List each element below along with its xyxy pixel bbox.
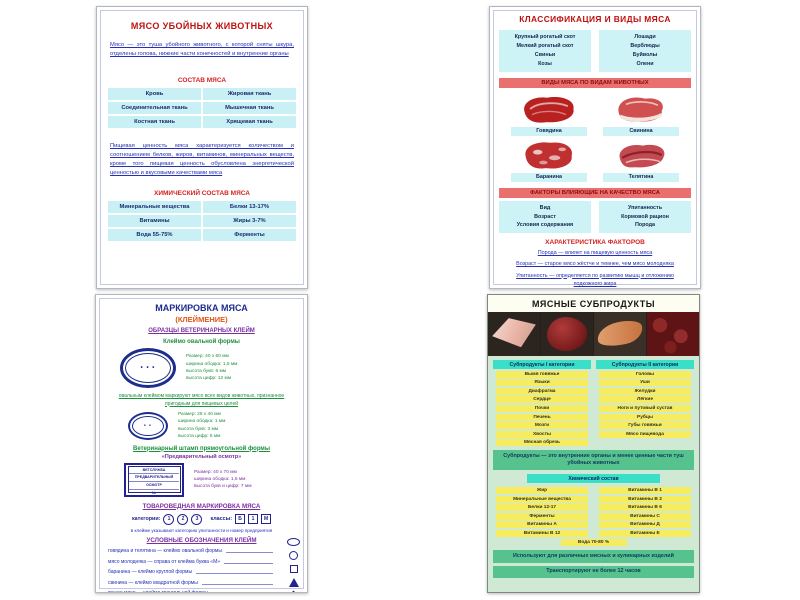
- legend-item: [108, 590, 273, 593]
- byproducts-definition-banner: Субпродукты — это внутренние органы и менее ценные части туш убойных животных: [493, 450, 694, 470]
- chem-item: Витамины Е: [599, 530, 691, 537]
- category-circle-stamp: 3: [191, 514, 202, 525]
- meat-kind-label: Телятина: [603, 173, 679, 182]
- nutritional-value-text: Пищевая ценность мяса характеризуется количеством и соотношением белков, жиров, витаминов, минеральных веществ, кроме того пищевая ценность обусловлена энергетической ценностью и вкусовыми качествами мяса: [110, 142, 294, 176]
- stamp-text-line: ВЕТСЛУЖБА: [129, 467, 179, 475]
- spec-line: высота букв и цифр: 7 мм: [194, 484, 252, 490]
- stamp-samples-heading: ОБРАЗЦЫ ВЕТЕРИНАРНЫХ КЛЕЙМ: [148, 328, 255, 334]
- category1-item: Мясная обрезь: [496, 439, 588, 446]
- square-stamp-icon: [290, 565, 298, 573]
- factor-definition: Порода — влияет на пищевую ценность мяса: [537, 250, 653, 257]
- legend-item: говядина и телятина — клеймо овальной формы: [108, 548, 273, 554]
- class-square-stamp: М: [261, 514, 271, 524]
- categories-label: категории:: [131, 516, 161, 523]
- legend-item: свинина — клеймо квадратной формы: [108, 580, 273, 586]
- spec-line: ширина ободка: 1,5 мм: [194, 476, 246, 482]
- animal-group-item: Крупный рогатый скот: [514, 34, 576, 40]
- category2-column: [596, 360, 694, 446]
- chem-item: Жир: [496, 487, 588, 494]
- category2-item: Головы: [599, 371, 691, 378]
- factor-item: Кормовой рацион: [621, 213, 669, 220]
- trade-marks-row: [106, 514, 297, 525]
- animal-group-item: Верблюды: [630, 42, 660, 49]
- spec-line: Размер: 25 х 40 мм: [178, 412, 221, 417]
- chemical-composition-heading: Химический состав: [527, 474, 660, 483]
- meat-kind-label: Свинина: [603, 127, 679, 136]
- composition-cell: Хрящевая ткань: [203, 116, 296, 128]
- meat-kind-mutton: [511, 139, 587, 182]
- poster3-title: МАРКИРОВКА МЯСА: [155, 303, 248, 313]
- rect-stamp-specs: [194, 469, 252, 491]
- byproduct-photo-tongue: [594, 312, 646, 356]
- chemical-cell: Вода 55-75%: [108, 229, 201, 241]
- meat-kind-beef: [511, 93, 587, 136]
- chemical-cell: Белки 13-17%: [203, 201, 296, 213]
- factor-item: Упитанность: [627, 204, 663, 211]
- mutton-image: [517, 139, 581, 171]
- chem-item: Витамины А: [496, 521, 588, 528]
- spec-line: ширина ободка: 1 мм: [178, 419, 226, 425]
- chem-column-1: [493, 485, 591, 537]
- poster-meat-of-slaughter-animals: [96, 6, 308, 289]
- meat-kind-label: Говядина: [511, 127, 587, 136]
- meat-kind-label: Баранина: [511, 173, 587, 182]
- poster2-title: КЛАССИФИКАЦИЯ И ВИДЫ МЯСА: [519, 14, 671, 24]
- chem-column-2: [596, 485, 694, 537]
- animal-group-item: Лошади: [634, 34, 656, 40]
- spec-line: высота цифр: 6 мм: [178, 434, 221, 440]
- triangle-stamp-icon: [289, 578, 299, 587]
- chem-item: Витамины В 12: [496, 530, 588, 537]
- chem-item: Витамины В 6: [599, 504, 691, 511]
- composition-cell: Кровь: [108, 88, 201, 100]
- factor-definition: Возраст — старое мясо жёстче и темнее, чем мясо молодняка: [516, 261, 674, 268]
- composition-heading: СОСТАВ МЯСА: [177, 76, 227, 84]
- meat-kinds-banner: ВИДЫ МЯСА ПО ВИДАМ ЖИВОТНЫХ: [499, 78, 691, 88]
- stamp-text-line: ПРЕДВАРИТЕЛЬНЫЙ: [129, 474, 179, 482]
- classes-label: классы:: [210, 516, 233, 523]
- diamond-stamp-icon: [289, 590, 299, 593]
- category2-item: Уши: [599, 379, 691, 386]
- factor-item: Вид: [539, 204, 551, 211]
- animal-group-box-2: [599, 30, 691, 72]
- category2-item: Мясо пищевода: [599, 431, 691, 438]
- oval-stamp-numbers: • •: [144, 422, 152, 429]
- trade-marking-heading: ТОВАРОВЕДНАЯ МАРКИРОВКА МЯСА: [142, 502, 261, 510]
- rect-stamp-heading: Ветеринарный штамп прямоугольной формы: [132, 445, 270, 452]
- stamp-text-line: ОСМОТР: [129, 482, 179, 490]
- category1-item: Мозги: [496, 422, 588, 429]
- chem-item: Витамины В 2: [599, 496, 691, 503]
- animal-group-item: Олени: [636, 60, 654, 67]
- poster3-subtitle: (КЛЕЙМЕНИЕ): [175, 315, 228, 324]
- category2-item: Лёгкие: [599, 396, 691, 403]
- beef-image: [517, 93, 581, 125]
- poster4-title: МЯСНЫЕ СУБПРОДУКТЫ: [488, 295, 699, 312]
- legend-heading: УСЛОВНЫЕ ОБОЗНАЧЕНИЯ КЛЕЙМ: [146, 536, 257, 544]
- legend-item: баранина — клеймо круглой формы: [108, 569, 273, 575]
- oval-stamp-numbers: • • •: [140, 365, 156, 371]
- composition-cell: Мышечная ткань: [203, 102, 296, 114]
- composition-cell: Костная ткань: [108, 116, 201, 128]
- animal-group-box-1: [499, 30, 591, 72]
- category1-heading: Субпродукты I категории: [493, 360, 591, 369]
- category2-item: Губы говяжьи: [599, 422, 691, 429]
- oval-stamp-small-icon: [128, 412, 168, 440]
- chemical-composition-heading: ХИМИЧЕСКИЙ СОСТАВ МЯСА: [154, 189, 250, 197]
- composition-table: [108, 88, 296, 128]
- water-content-cell: Вода 70-80 %: [561, 539, 627, 546]
- class-square-stamp: Б: [235, 514, 245, 524]
- spec-line: высота цифр: 12 мм: [186, 376, 232, 382]
- category1-item: Диафрагма: [496, 388, 588, 395]
- chemical-composition-table: [108, 201, 296, 241]
- category-circle-stamp: 1: [163, 514, 174, 525]
- category1-item: Языки: [496, 379, 588, 386]
- poster-meat-byproducts: [487, 294, 700, 593]
- chemical-cell: Витамины: [108, 215, 201, 227]
- factor-item: Порода: [634, 222, 656, 229]
- category1-item: Сердце: [496, 396, 588, 403]
- category1-item: Почки: [496, 405, 588, 412]
- animal-group-item: Свиньи: [534, 51, 556, 58]
- factor-description-heading: ХАРАКТЕРИСТИКА ФАКТОРОВ: [545, 239, 645, 247]
- animal-group-item: Козы: [538, 60, 552, 67]
- category2-item: Желудки: [599, 388, 691, 395]
- factor-definition: Упитанность — определяется по развитию мышц и отложению подкожного жира: [516, 272, 674, 287]
- legend-icon-column: [287, 538, 300, 593]
- factors-box-2: [599, 201, 691, 234]
- spec-line: Размер: 40 х 70 мм: [194, 469, 237, 475]
- byproduct-photo-liver: [541, 312, 593, 356]
- poster-meat-marking: [95, 294, 308, 593]
- class-square-stamp: 1: [248, 514, 258, 524]
- animal-group-item: Мелкий рогатый скот: [516, 42, 574, 49]
- chem-item: Витамины С: [599, 513, 691, 520]
- chem-item: Минеральные вещества: [496, 496, 588, 503]
- category1-item: Вымя говяжье: [496, 371, 588, 378]
- chemical-cell: Минеральные вещества: [108, 201, 201, 213]
- byproduct-photo-pork-legs: [488, 312, 540, 356]
- composition-cell: Соединительная ткань: [108, 102, 201, 114]
- category2-item: Рубцы: [599, 414, 691, 421]
- small-oval-specs: [178, 411, 225, 441]
- oval-stamp-specs: [186, 353, 237, 383]
- meat-definition-text: Мясо — это туша убойного животного, с которой сняты шкура, отделены голова, нижние части конечностей и внутренние органы: [110, 42, 294, 57]
- oval-stamp-caption: овальным клеймом маркируют мясо всех видов животных, признанное пригодным для пищевых целей: [118, 393, 285, 407]
- rectangular-stamp-icon: [124, 463, 184, 497]
- spec-line: высота букв: 3 мм: [178, 426, 219, 432]
- category1-item: Печень: [496, 414, 588, 421]
- chemical-cell: Жиры 3-7%: [203, 215, 296, 227]
- marks-note: в клейме указывают категорию упитанности и номер предприятия: [130, 527, 273, 533]
- chem-item: Витамины Д: [599, 521, 691, 528]
- pork-image: [609, 93, 673, 125]
- chem-item: Белки 12-17: [496, 504, 588, 511]
- byproduct-photo-strip: [488, 312, 699, 356]
- legend-item: мясо молодняка — справа от клейма буква «М»: [108, 559, 273, 565]
- chemical-cell: Ферменты: [203, 229, 296, 241]
- composition-cell: Жировая ткань: [203, 88, 296, 100]
- oval-stamp-icon: [287, 538, 300, 546]
- poster1-title: МЯСО УБОЙНЫХ ЖИВОТНЫХ: [130, 21, 274, 31]
- stamp-legend: [108, 548, 273, 593]
- factor-item: Возраст: [534, 213, 556, 220]
- oval-stamp-heading: Клеймо овальной формы: [163, 339, 240, 345]
- quality-factors-banner: ФАКТОРЫ ВЛИЯЮЩИЕ НА КАЧЕСТВО МЯСА: [499, 188, 691, 198]
- circle-stamp-icon: [289, 551, 298, 560]
- usage-banner: Используют для различных мясных и кулинарных изделий: [493, 550, 694, 563]
- spec-line: Размер: 40 х 60 мм: [186, 354, 229, 360]
- veal-image: [609, 139, 673, 171]
- chem-item: Ферменты: [496, 513, 588, 520]
- category2-heading: Субпродукты II категории: [596, 360, 694, 369]
- spec-line: ширина ободка: 1,5 мм: [186, 361, 238, 367]
- poster-meat-classification: [489, 6, 701, 289]
- meat-kind-pork: [603, 93, 679, 136]
- category-circle-stamp: 2: [177, 514, 188, 525]
- chem-item: Витамины В 1: [599, 487, 691, 494]
- factors-box-1: [499, 201, 591, 234]
- stamp-text-line: №: [151, 490, 156, 495]
- rect-stamp-subheading: «Предварительный осмотр»: [161, 453, 242, 460]
- spec-line: высота букв: 6 мм: [186, 369, 227, 374]
- category1-column: [493, 360, 591, 446]
- oval-stamp-large-icon: [120, 348, 176, 388]
- factor-item: Условия содержания: [516, 222, 574, 229]
- meat-kind-veal: [603, 139, 679, 182]
- byproduct-photo-kidneys: [647, 312, 699, 356]
- transport-banner: Транспортируют не более 12 часов: [493, 566, 694, 579]
- category1-item: Хвосты: [496, 431, 588, 438]
- category2-item: Ноги и путовый сустав: [599, 405, 691, 412]
- animal-group-item: Буйволы: [632, 51, 658, 58]
